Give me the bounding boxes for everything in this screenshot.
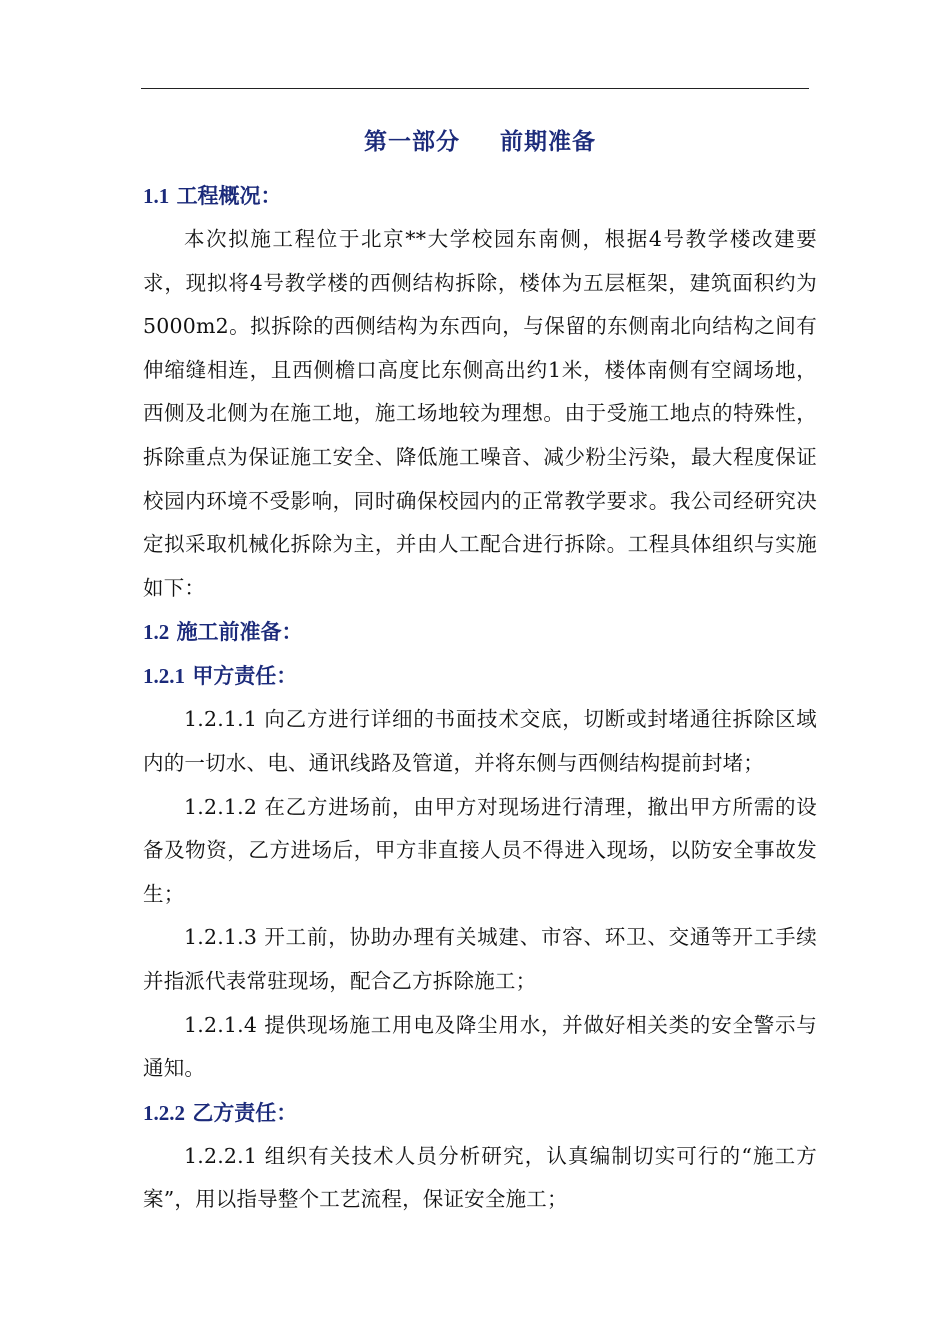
paragraph-item: 1.2.1.4 提供现场施工用电及降尘用水，并做好相关类的安全警示与通知。 <box>143 1012 817 1081</box>
heading-1-2-1 <box>143 654 817 698</box>
part-title <box>143 118 817 166</box>
heading-1-1 <box>143 174 817 218</box>
part-title-right: 前期准备 <box>500 128 596 155</box>
heading-number: 1.2.1 <box>143 664 185 689</box>
heading-number: 1.1 <box>143 184 170 208</box>
heading-1-2 <box>143 610 817 654</box>
heading-number: 1.2 <box>143 620 170 645</box>
part-title-left: 第一部分 <box>364 128 460 155</box>
heading-text: 施工前准备： <box>176 619 303 645</box>
heading-1-2-2 <box>143 1091 817 1135</box>
heading-text: 乙方责任： <box>192 1099 298 1125</box>
paragraph-item: 1.2.1.1 向乙方进行详细的书面技术交底，切断或封堵通往拆除区域内的一切水、电、通讯线路及管道，并将东侧与西侧结构提前封堵； <box>143 707 817 775</box>
paragraph-item: 1.2.1.3 开工前，协助办理有关城建、市容、环卫、交通等开工手续并指派代表常驻现场，配合乙方拆除施工； <box>143 925 817 993</box>
paragraph-item: 1.2.1.2 在乙方进场前，由甲方对现场进行清理，撤出甲方所需的设备及物资，乙方进场后，甲方非直接人员不得进入现场，以防安全事故发生； <box>143 794 817 906</box>
document-body <box>143 118 817 1222</box>
header-rule <box>141 88 809 89</box>
heading-text: 工程概况： <box>176 183 282 208</box>
heading-number: 1.2.2 <box>143 1100 185 1125</box>
paragraph-overview: 本次拟施工程位于北京**大学校园东南侧，根据4号教学楼改建要求，现拟将4号教学楼的西侧结构拆除，楼体为五层框架，建筑面积约为 5000m2。拟拆除的西侧结构为东西向，与保留的东侧南北向结构之间有伸缩缝相连，且西侧檐口高度比东侧高出约1米，楼体南侧有空阔场地，西侧及北侧为在施工地，施工场地较为理想。由于受施工地点的特殊性，拆除重点为保证施工安全、降低施工噪音、减少粉尘污染，最大程度保证校园内环境不受影响，同时确保校园内的正常教学要求。我公司经研究决定拟采取机械化拆除为主，并由人工配合进行拆除。工程具体组织与实施如下： <box>143 227 817 600</box>
heading-text: 甲方责任： <box>192 663 298 689</box>
paragraph-item: 1.2.2.1 组织有关技术人员分析研究，认真编制切实可行的“施工方案”，用以指导整个工艺流程，保证安全施工； <box>143 1143 817 1212</box>
